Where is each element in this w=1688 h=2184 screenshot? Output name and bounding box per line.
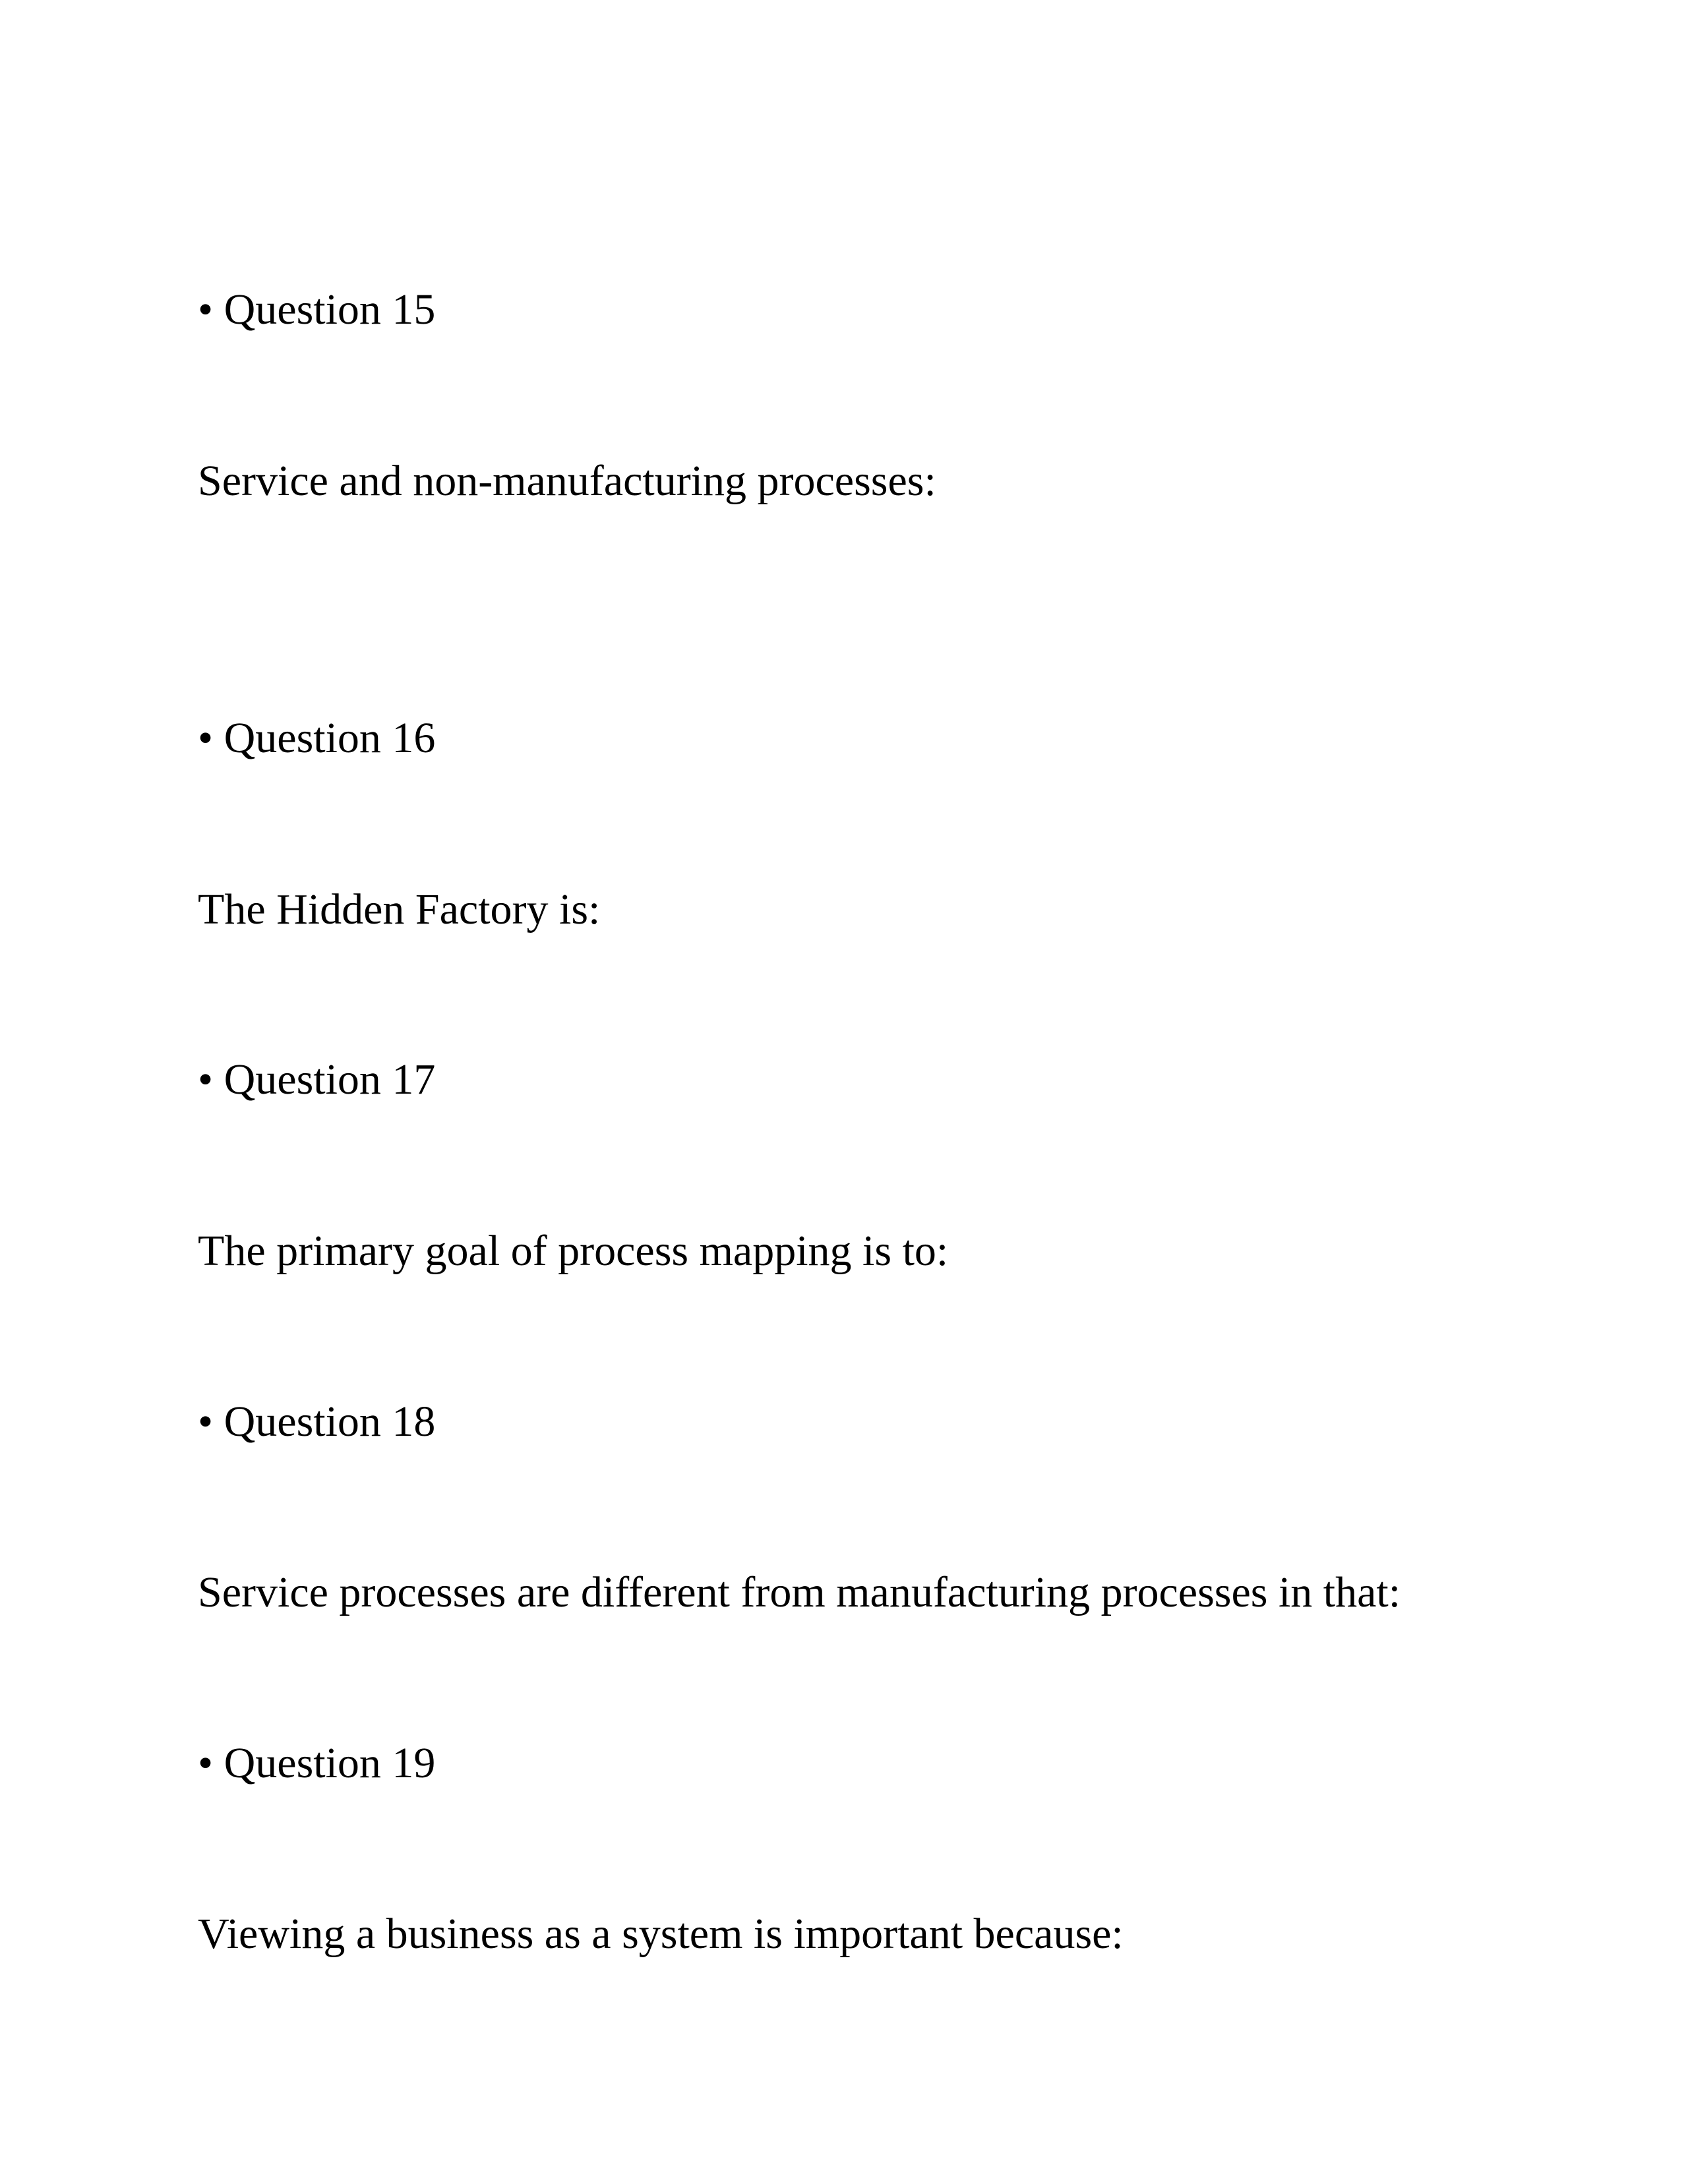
question-heading: • Question 17 xyxy=(198,1055,436,1104)
question-prompt: Service and non-manufacturing processes: xyxy=(198,457,936,505)
question-heading: • Question 19 xyxy=(198,1739,436,1787)
question-heading: • Question 16 xyxy=(198,714,436,762)
question-prompt: Service processes are different from manufacturing processes in that: xyxy=(198,1568,1401,1616)
question-heading: • Question 18 xyxy=(198,1398,436,1446)
question-heading: • Question 15 xyxy=(198,285,436,334)
question-prompt: The primary goal of process mapping is to: xyxy=(198,1227,949,1275)
question-prompt: The Hidden Factory is: xyxy=(198,885,601,933)
question-prompt: Viewing a business as a system is important because: xyxy=(198,1910,1124,1958)
